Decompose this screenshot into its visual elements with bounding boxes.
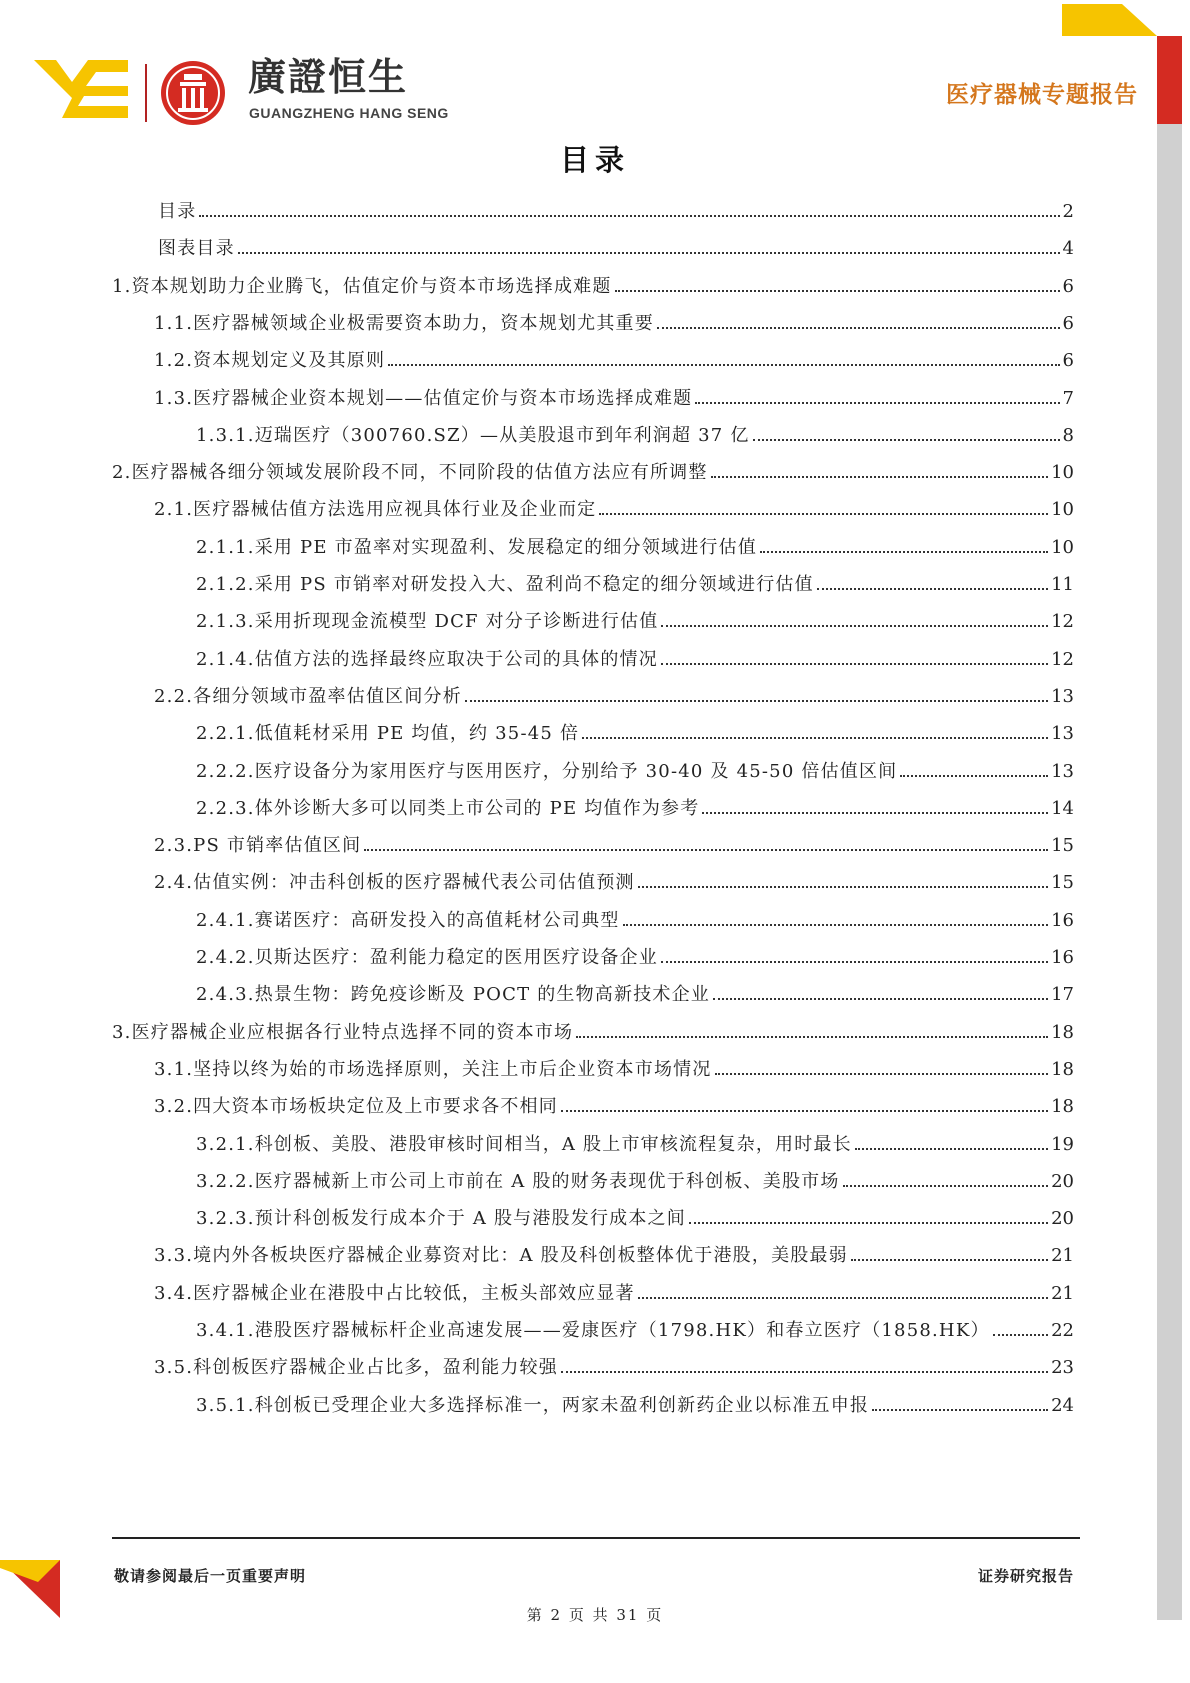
toc-page-number: 4 <box>1062 238 1074 260</box>
toc-entry-title: 3.4.1.港股医疗器械标杆企业高速发展——爱康医疗（1798.HK）和春立医疗（1858.HK） <box>196 1320 990 1341</box>
toc-page-number: 21 <box>1051 1282 1074 1304</box>
toc-entry-title: 2.1.1.采用 PE 市盈率对实现盈利、发展稳定的细分领域进行估值 <box>196 536 758 558</box>
toc-entry[interactable] <box>196 722 1074 746</box>
toc-page-number: 18 <box>1051 1096 1074 1118</box>
toc-page-number: 2 <box>1062 201 1074 222</box>
toc-entry[interactable] <box>196 909 1074 933</box>
toc-page-number: 24 <box>1051 1394 1074 1416</box>
toc-leader-dots <box>753 438 1060 441</box>
toc-entry-title: 2.2.2.医疗设备分为家用医疗与医用医疗，分别给予 30-40 及 45-50 倍估值区间 <box>196 760 898 782</box>
toc-entry[interactable] <box>154 1058 1074 1082</box>
toc-entry-title: 2.4.估值实例：冲击科创板的医疗器械代表公司估值预测 <box>154 872 635 894</box>
page-title: 目录 <box>559 143 630 177</box>
toc-leader-dots <box>623 923 1049 926</box>
toc-leader-dots <box>851 1258 1048 1261</box>
toc-entry-title: 2.2.各细分领域市盈率估值区间分析 <box>154 685 462 707</box>
toc-leader-dots <box>689 1221 1048 1224</box>
toc-entry-title: 3.2.四大资本市场板块定位及上市要求各不相同 <box>154 1096 558 1118</box>
toc-page-number: 7 <box>1062 387 1074 409</box>
toc-entry-title: 1.3.医疗器械企业资本规划——估值定价与资本市场选择成难题 <box>154 387 693 409</box>
toc-entry[interactable] <box>154 1282 1074 1306</box>
toc-entry-title: 2.1.医疗器械估值方法选用应视具体行业及企业而定 <box>154 499 597 521</box>
toc-entry[interactable] <box>154 1356 1074 1380</box>
toc-entry-title: 3.5.1.科创板已受理企业大多选择标准一，两家未盈利创新药企业以标准五申报 <box>196 1394 870 1416</box>
toc-leader-dots <box>657 326 1060 329</box>
toc-entry-title: 3.4.医疗器械企业在港股中占比较低，主板头部效应显著 <box>154 1282 635 1304</box>
toc-entry-title: 1.2.资本规划定义及其原则 <box>154 350 386 372</box>
toc-entry-title: 图表目录 <box>158 238 235 260</box>
logo-divider <box>145 64 147 122</box>
toc-entry[interactable] <box>154 1244 1074 1268</box>
toc-entry[interactable] <box>196 536 1074 560</box>
report-category: 证券研究报告 <box>977 1567 1074 1585</box>
toc-leader-dots <box>199 214 1059 217</box>
toc-leader-dots <box>561 1370 1048 1373</box>
toc-page-number: 10 <box>1051 536 1074 558</box>
toc-entry[interactable] <box>196 424 1074 448</box>
toc-entry[interactable] <box>154 685 1074 709</box>
toc-entry[interactable] <box>154 312 1074 336</box>
toc-leader-dots <box>760 550 1048 553</box>
toc-entry-title: 3.2.3.预计科创板发行成本介于 A 股与港股发行成本之间 <box>196 1208 686 1230</box>
toc-entry[interactable] <box>196 1207 1074 1231</box>
footer-divider <box>112 1537 1080 1539</box>
toc-leader-dots <box>711 475 1049 478</box>
toc-entry[interactable] <box>158 200 1074 224</box>
toc-page-number: 22 <box>1051 1320 1074 1341</box>
toc-entry-title: 2.4.1.赛诺医疗：高研发投入的高值耗材公司典型 <box>196 909 620 931</box>
toc-entry-title: 2.1.2.采用 PS 市销率对研发投入大、盈利尚不稳定的细分领域进行估值 <box>196 574 814 595</box>
toc-leader-dots <box>615 289 1060 292</box>
toc-entry[interactable] <box>196 610 1074 634</box>
toc-leader-dots <box>900 774 1048 777</box>
toc-page-number: 13 <box>1051 685 1074 707</box>
side-grey-bar <box>1157 124 1182 1620</box>
toc-page-number: 6 <box>1062 350 1074 372</box>
toc-entry-title: 3.2.2.医疗器械新上市公司上市前在 A 股的财务表现优于科创板、美股市场 <box>196 1170 840 1192</box>
toc-entry[interactable] <box>154 387 1074 411</box>
toc-entry-title: 2.4.2.贝斯达医疗：盈利能力稳定的医用医疗设备企业 <box>196 947 658 968</box>
toc-entry-title: 3.2.1.科创板、美股、港股审核时间相当，A 股上市审核流程复杂，用时最长 <box>196 1133 852 1155</box>
toc-leader-dots <box>388 363 1059 366</box>
toc-leader-dots <box>638 1296 1048 1299</box>
page-number: 第 2 页 共 31 页 <box>526 1606 664 1624</box>
toc-entry-title: 2.1.3.采用折现现金流模型 DCF 对分子诊断进行估值 <box>196 611 659 633</box>
brand-name-cn: 廣證恒生 <box>248 55 409 99</box>
toc-entry-title: 2.2.3.体外诊断大多可以同类上市公司的 PE 均值作为参考 <box>196 797 700 819</box>
toc-page-number: 21 <box>1051 1245 1074 1267</box>
toc-leader-dots <box>661 662 1048 665</box>
toc-page-number: 10 <box>1051 499 1074 521</box>
toc-entry-title: 2.4.3.热景生物：跨免疫诊断及 POCT 的生物高新技术企业 <box>196 984 711 1006</box>
disclaimer-note: 敬请参阅最后一页重要声明 <box>114 1567 307 1585</box>
toc-page-number: 14 <box>1051 797 1074 819</box>
toc-leader-dots <box>465 699 1048 702</box>
toc-entry-title: 目录 <box>158 201 197 222</box>
seal-logo-icon <box>160 60 226 126</box>
toc-entry-title: 2.3.PS 市销率估值区间 <box>154 835 362 857</box>
toc-leader-dots <box>817 587 1048 590</box>
toc-page-number: 15 <box>1051 872 1074 894</box>
toc-page-number: 13 <box>1051 760 1074 782</box>
toc-leader-dots <box>576 1035 1048 1038</box>
toc-page-number: 23 <box>1051 1357 1074 1379</box>
toc-page-number: 16 <box>1051 909 1074 931</box>
toc-entry-title: 2.1.4.估值方法的选择最终应取决于公司的具体的情况 <box>196 648 658 670</box>
toc-entry[interactable] <box>112 275 1074 299</box>
toc-entry-title: 1.3.1.迈瑞医疗（300760.SZ）—从美股退市到年利润超 37 亿 <box>196 424 750 446</box>
toc-leader-dots <box>661 624 1048 627</box>
toc-entry[interactable] <box>154 498 1074 522</box>
toc-page-number: 13 <box>1051 723 1074 745</box>
toc-page-number: 20 <box>1051 1208 1074 1230</box>
toc-leader-dots <box>661 960 1048 963</box>
toc-page-number: 15 <box>1051 835 1074 857</box>
toc-entry[interactable] <box>196 1319 1074 1343</box>
toc-entry[interactable] <box>196 1394 1074 1418</box>
toc-page-number: 8 <box>1062 424 1074 446</box>
toc-entry[interactable] <box>196 946 1074 970</box>
toc-page-number: 18 <box>1051 1021 1074 1043</box>
toc-entry[interactable] <box>196 1170 1074 1194</box>
toc-leader-dots <box>238 251 1060 254</box>
toc-page-number: 12 <box>1051 648 1074 670</box>
toc-page-number: 11 <box>1051 574 1074 595</box>
report-type: 医疗器械专题报告 <box>946 82 1138 108</box>
toc-leader-dots <box>855 1147 1048 1150</box>
toc-entry[interactable] <box>154 1095 1074 1119</box>
toc-leader-dots <box>638 885 1048 888</box>
toc-entry-title: 3.医疗器械企业应根据各行业特点选择不同的资本市场 <box>112 1021 574 1043</box>
toc-page-number: 16 <box>1051 947 1074 968</box>
toc-entry[interactable] <box>196 573 1074 597</box>
toc-page-number: 17 <box>1051 984 1074 1006</box>
toc-page-number: 18 <box>1051 1058 1074 1080</box>
toc-entry-title: 3.3.境内外各板块医疗器械企业募资对比：A 股及科创板整体优于港股，美股最弱 <box>154 1245 848 1267</box>
toc-leader-dots <box>599 512 1048 515</box>
toc-leader-dots <box>695 401 1059 404</box>
toc-page-number: 6 <box>1062 312 1074 334</box>
toc-entry[interactable] <box>196 797 1074 821</box>
toc-entry[interactable] <box>158 237 1074 261</box>
toc-leader-dots <box>702 811 1048 814</box>
toc-entry-title: 3.5.科创板医疗器械企业占比多，盈利能力较强 <box>154 1357 558 1379</box>
toc-leader-dots <box>364 848 1048 851</box>
toc-entry[interactable] <box>154 834 1074 858</box>
toc-leader-dots <box>843 1184 1049 1187</box>
toc-page-number: 10 <box>1051 462 1074 484</box>
toc-entry[interactable] <box>112 461 1074 485</box>
toc-page-number: 12 <box>1051 611 1074 633</box>
toc-entry[interactable] <box>154 349 1074 373</box>
toc-page-number: 20 <box>1051 1170 1074 1192</box>
side-accent-bar <box>1157 36 1182 124</box>
toc-entry-title: 1.资本规划助力企业腾飞，估值定价与资本市场选择成难题 <box>112 275 612 297</box>
toc-entry-title: 3.1.坚持以终为始的市场选择原则，关注上市后企业资本市场情况 <box>154 1058 712 1080</box>
toc-entry-title: 2.2.1.低值耗材采用 PE 均值，约 35-45 倍 <box>196 723 580 745</box>
toc-entry[interactable] <box>196 983 1074 1007</box>
toc-entry[interactable] <box>196 648 1074 672</box>
toc-entry-title: 1.1.医疗器械领域企业极需要资本助力，资本规划尤其重要 <box>154 312 654 334</box>
toc-entry[interactable] <box>196 1133 1074 1157</box>
toc-leader-dots <box>561 1109 1048 1112</box>
brand-name-en: GUANGZHENG HANG SENG <box>249 105 449 121</box>
company-logo-icon <box>34 60 128 118</box>
toc-leader-dots <box>582 736 1048 739</box>
toc-page-number: 19 <box>1051 1133 1074 1155</box>
toc-entry[interactable] <box>154 871 1074 895</box>
toc-entry[interactable] <box>112 1021 1074 1045</box>
toc-leader-dots <box>713 997 1048 1000</box>
toc-leader-dots <box>993 1333 1048 1336</box>
toc-entry-title: 2.医疗器械各细分领域发展阶段不同，不同阶段的估值方法应有所调整 <box>112 462 708 484</box>
toc-leader-dots <box>872 1408 1048 1411</box>
toc-entry[interactable] <box>196 760 1074 784</box>
toc-page-number: 6 <box>1062 275 1074 297</box>
toc-leader-dots <box>715 1072 1049 1075</box>
